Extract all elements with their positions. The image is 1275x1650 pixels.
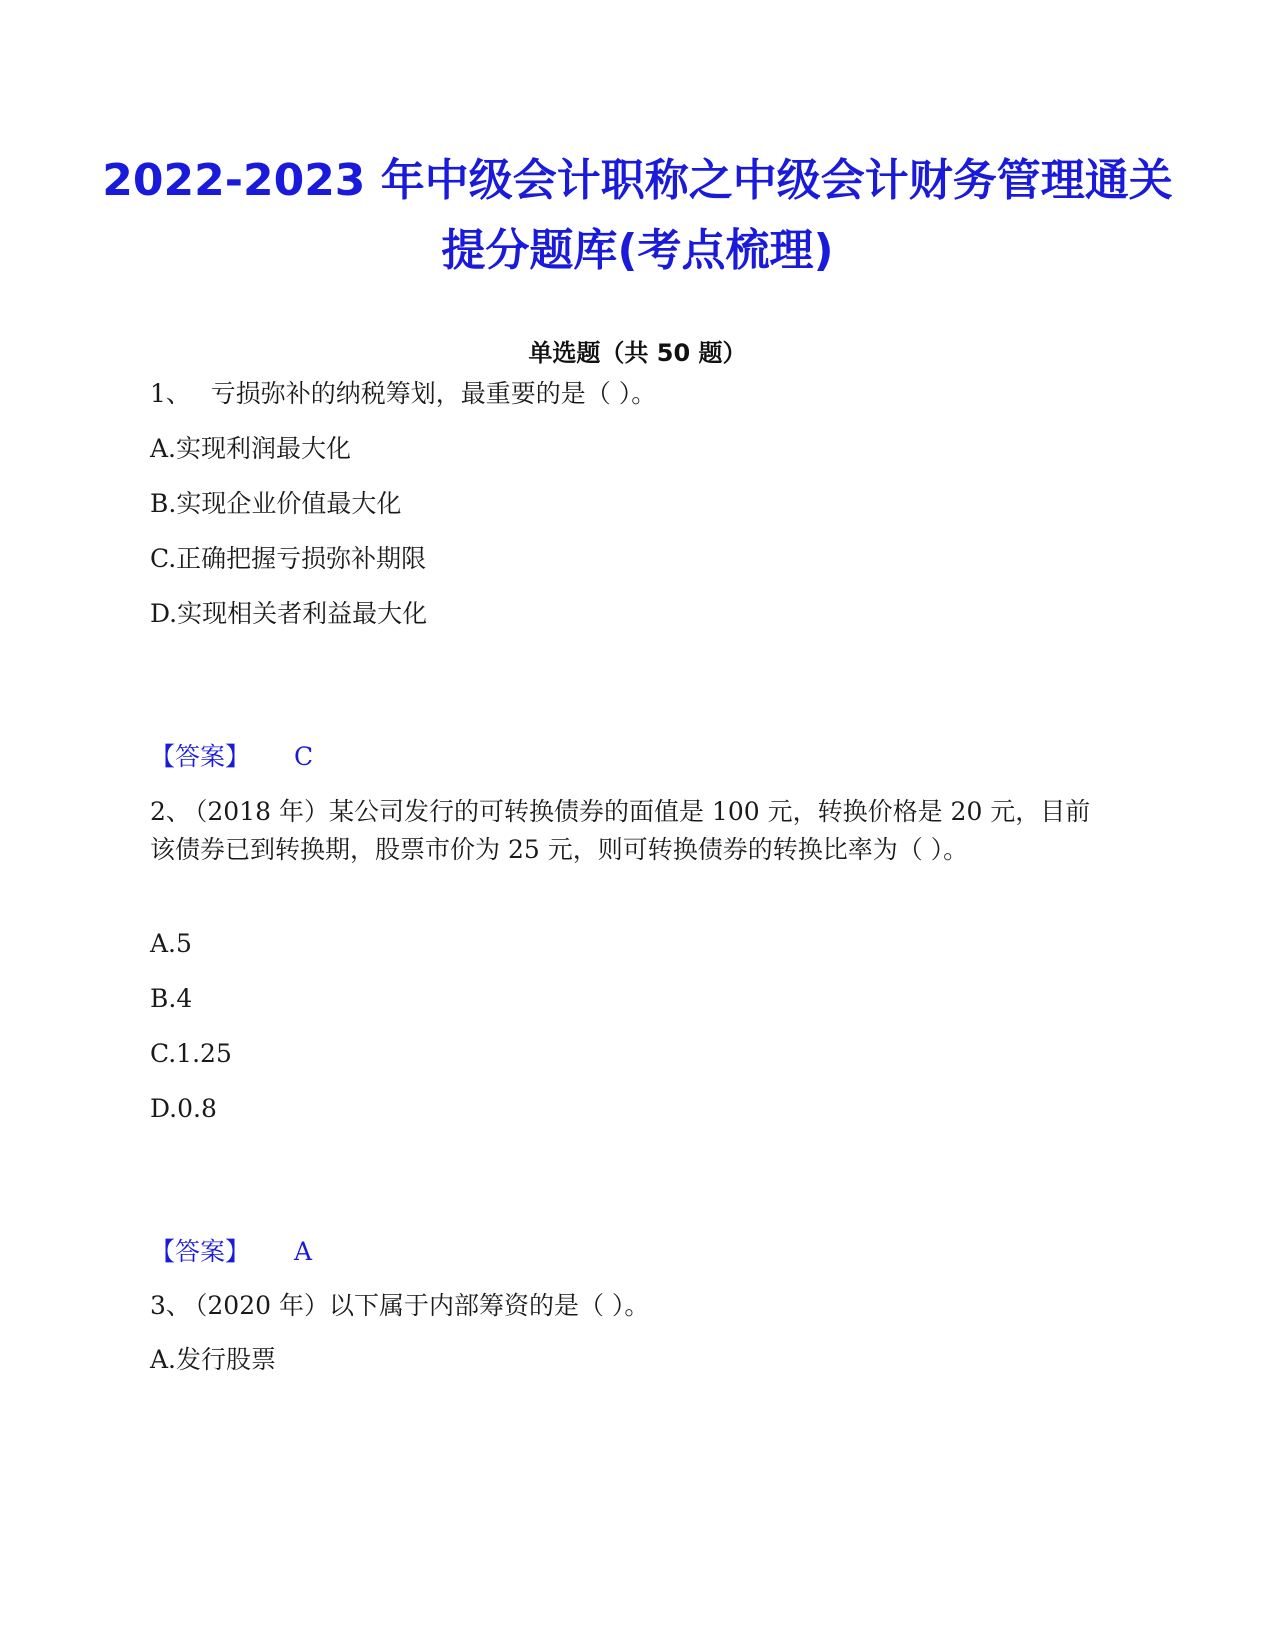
question-1-stem	[150, 376, 656, 412]
question-2-option-a: A.5	[150, 929, 192, 958]
question-2-number: 2、	[150, 797, 191, 826]
question-1-option-b: B.实现企业价值最大化	[150, 489, 402, 518]
question-1-number: 1、	[150, 379, 191, 408]
question-3-number: 3、	[150, 1291, 191, 1320]
question-3-option-a: A.发行股票	[150, 1345, 277, 1374]
question-1-option-d: D.实现相关者利益最大化	[150, 599, 428, 628]
question-2-answer-value: A	[294, 1237, 313, 1266]
question-2-text: （2018 年）某公司发行的可转换债券的面值是 100 元，转换价格是 20 元，目前该债券已到转换期，股票市价为 25 元，则可转换债券的转换比率为（ ）。	[150, 797, 1091, 864]
page-title: 2022-2023 年中级会计职称之中级会计财务管理通关提分题库(考点梳理)	[102, 155, 1173, 276]
question-2-option-d: D.0.8	[150, 1094, 217, 1123]
question-2-option-c: C.1.25	[150, 1039, 232, 1068]
question-1-option-a: A.实现利润最大化	[150, 434, 352, 463]
question-2-answer	[150, 1234, 312, 1270]
question-2-option-b: B.4	[150, 984, 193, 1013]
question-2-stem	[150, 793, 1095, 869]
question-1-option-c: C.正确把握亏损弥补期限	[150, 544, 427, 573]
question-3-stem	[150, 1288, 649, 1324]
question-1-answer-label: 【答案】	[150, 742, 251, 771]
question-1-answer	[150, 739, 313, 775]
question-3-text: （2020 年）以下属于内部筹资的是（ ）。	[194, 1291, 650, 1320]
section-heading: 单选题（共 50 题）	[528, 339, 747, 367]
question-2-answer-label: 【答案】	[150, 1237, 251, 1266]
question-1-answer-value: C	[294, 742, 314, 771]
question-1-text: 亏损弥补的纳税筹划，最重要的是（ ）。	[194, 379, 657, 408]
